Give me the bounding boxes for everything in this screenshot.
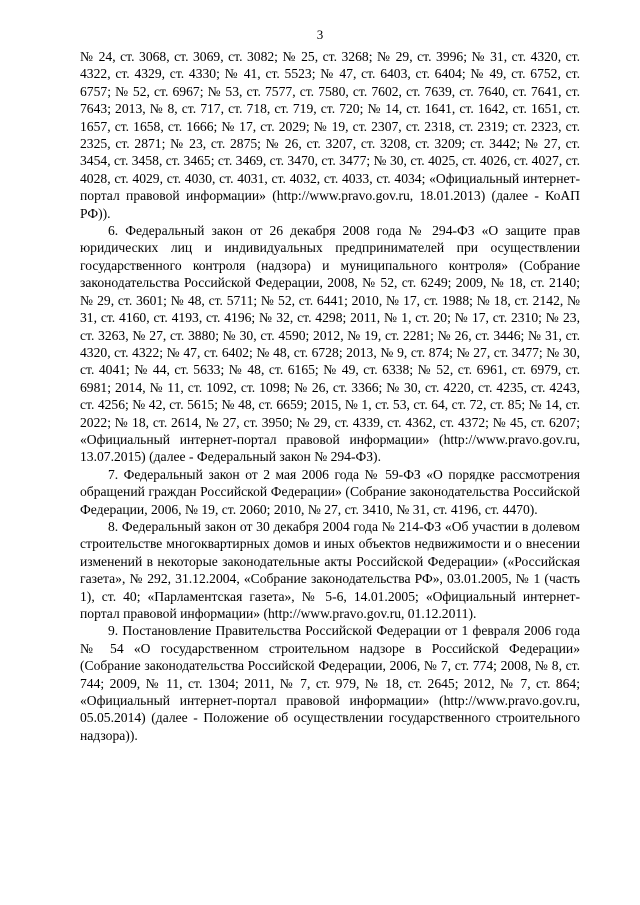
paragraph: 8. Федеральный закон от 30 декабря 2004 года № 214-ФЗ «Об участии в долевом строительстве многоквартирных домов и иных объектов недвижимости и о внесении изменений в некоторые законодательные акты Российской Федерации» («Российская газета», № 292, 31.12.2004, «Собрание законодательства РФ», 03.01.2005, № 1 (часть 1), ст. 40; «Парламентская газета», № 5-6, 14.01.2005; «Официальный интернет-портал правовой информации» (http://www.pravo.gov.ru, 01.12.2011). xyxy=(80,518,580,621)
page-number: 3 xyxy=(316,27,324,42)
paragraph: № 24, ст. 3068, ст. 3069, ст. 3082; № 25, ст. 3268; № 29, ст. 3996; № 31, ст. 4320, ст. 4322, ст. 4329, ст. 4330; № 41, ст. 5523; № 47, ст. 6403, ст. 6404; № 49, ст. 6752, ст. 6757; № 52, ст. 6967; № 53, ст. 7577, ст. 7580, ст. 7602, ст. 7639, ст. 7640, ст. 7641, ст. 7643; 2013, № 8, ст. 717, ст. 718, ст. 719, ст. 720; № 14, ст. 1641, ст. 1642, ст. 1651, ст. 1657, ст. 1658, ст. 1666; № 17, ст. 2029; № 19, ст. 2307, ст. 2318, ст. 2319; ст. 2323, ст. 2325, ст. 2871; № 23, ст. 2875; № 26, ст. 3207, ст. 3208, ст. 3209; ст. 3442; № 27, ст. 3454, ст. 3458, ст. 3465; ст. 3469, ст. 3470, ст. 3477; № 30, ст. 4025, ст. 4026, ст. 4027, ст. 4028, ст. 4029, ст. 4030, ст. 4031, ст. 4032, ст. 4033, ст. 4034; «Официальный интернет-портал правовой информации» (http://www.pravo.gov.ru, 18.01.2013) (далее - КоАП РФ)). xyxy=(80,49,580,221)
paragraph: 7. Федеральный закон от 2 мая 2006 года № 59-ФЗ «О порядке рассмотрения обращений граждан Российской Федерации» (Собрание законодательства Российской Федерации, 2006, № 19, ст. 2060; 2010, № 27, ст. 3410, № 31, ст. 4196, ст. 4470). xyxy=(80,466,580,517)
document-body xyxy=(80,48,580,744)
paragraph: 6. Федеральный закон от 26 декабря 2008 года № 294-ФЗ «О защите прав юридических лиц и индивидуальных предпринимателей при осуществлении государственного контроля (надзора) и муниципального контроля» (Собрание законодательства Российской Федерации, 2008, № 52, ст. 6249; 2009, № 18, ст. 2140; № 29, ст. 3601; № 48, ст. 5711; № 52, ст. 6441; 2010, № 17, ст. 1988; № 18, ст. 2142, № 31, ст. 4160, ст. 4193, ст. 4196; № 32, ст. 4298; 2011, № 1, ст. 20; № 17, ст. 2310; № 23, ст. 3263, № 27, ст. 3880; № 30, ст. 4590; 2012, № 19, ст. 2281; № 26, ст. 3446; № 31, ст. 4320, ст. 4322; № 47, ст. 6402; № 48, ст. 6728; 2013, № 9, ст. 874; № 27, ст. 3477; № 30, ст. 4041; № 44, ст. 5633; № 48, ст. 6165; № 49, ст. 6338; № 52, ст. 6961, ст. 6979, ст. 6981; 2014, № 11, ст. 1092, ст. 1098; № 26, ст. 3366; № 30, ст. 4220, ст. 4235, ст. 4243, ст. 4256; № 42, ст. 5615; № 48, ст. 6659; 2015, № 1, ст. 53, ст. 64, ст. 72, ст. 85; № 14, ст. 2022; № 18, ст. 2614, № 27, ст. 3950; № 29, ст. 4339, ст. 4362, ст. 4372; № 45, ст. 6207; «Официальный интернет-портал правовой информации» (http://www.pravo.gov.ru, 13.07.2015) (далее - Федеральный закон № 294-ФЗ). xyxy=(80,223,580,465)
paragraph: 9. Постановление Правительства Российской Федерации от 1 февраля 2006 года № 54 «О государственном строительном надзоре в Российской Федерации» (Собрание законодательства Российской Федерации, 2006, № 7, ст. 774; 2008, № 8, ст. 744; 2009, № 11, ст. 1304; 2011, № 7, ст. 979, № 18, ст. 2645; 2012, № 7, ст. 864; «Официальный интернет-портал правовой информации» (http://www.pravo.gov.ru, 05.05.2014) (далее - Положение об осуществлении государственного строительного надзора)). xyxy=(80,623,580,743)
